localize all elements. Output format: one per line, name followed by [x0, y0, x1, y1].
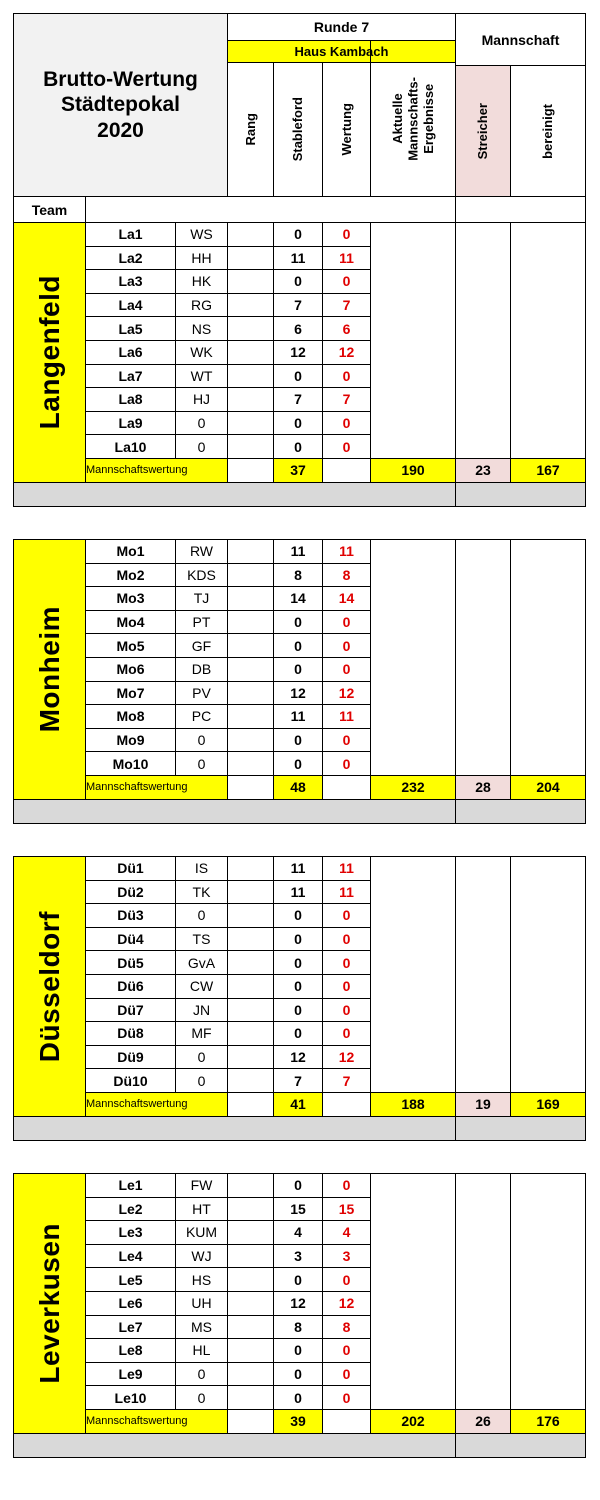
player-code: Dü9: [85, 1045, 176, 1070]
player-rang: [227, 1244, 274, 1269]
player-code: La1: [85, 222, 176, 247]
player-initials: 0: [175, 1385, 228, 1410]
player-initials: GvA: [175, 950, 228, 975]
player-initials: 0: [175, 1362, 228, 1387]
player-stableford: 0: [273, 434, 323, 459]
player-initials: HL: [175, 1338, 228, 1363]
player-initials: IS: [175, 856, 228, 881]
separator-left: [13, 482, 456, 507]
player-wertung: 12: [322, 340, 371, 365]
player-initials: WT: [175, 364, 228, 389]
player-code: Le8: [85, 1338, 176, 1363]
player-wertung: 0: [322, 364, 371, 389]
player-wertung: 3: [322, 1244, 371, 1269]
player-rang: [227, 728, 274, 753]
player-wertung: 8: [322, 563, 371, 588]
player-rang: [227, 751, 274, 776]
player-stableford: 0: [273, 1362, 323, 1387]
player-stableford: 0: [273, 998, 323, 1023]
player-wertung: 6: [322, 316, 371, 341]
separator-left: [13, 1433, 456, 1458]
summary-streicher: 26: [455, 1409, 511, 1434]
summary-wertung: [322, 775, 371, 800]
player-code: Mo2: [85, 563, 176, 588]
player-initials: HS: [175, 1267, 228, 1292]
player-rang: [227, 316, 274, 341]
summary-aktuelle: 190: [370, 458, 456, 483]
player-code: Mo4: [85, 610, 176, 635]
separator-right: [455, 1116, 586, 1141]
player-code: La7: [85, 364, 176, 389]
player-initials: KDS: [175, 563, 228, 588]
header-streicher-text: Streicher: [475, 102, 491, 160]
player-stableford: 12: [273, 681, 323, 706]
header-wertung: [322, 62, 371, 197]
player-code: La8: [85, 387, 176, 412]
player-stableford: 11: [273, 246, 323, 271]
summary-aktuelle: 188: [370, 1092, 456, 1117]
player-wertung: 15: [322, 1197, 371, 1222]
player-code: Dü10: [85, 1068, 176, 1093]
player-wertung: 0: [322, 998, 371, 1023]
summary-streicher: 28: [455, 775, 511, 800]
team-name-2: [13, 856, 86, 1117]
player-stableford: 0: [273, 269, 323, 294]
sheet-title-cell: [13, 13, 228, 197]
player-wertung: 14: [322, 586, 371, 611]
player-wertung: 0: [322, 657, 371, 682]
player-wertung: 0: [322, 950, 371, 975]
player-rang: [227, 434, 274, 459]
player-rang: [227, 903, 274, 928]
summary-rang: [227, 458, 274, 483]
player-initials: 0: [175, 1068, 228, 1093]
player-code: Dü8: [85, 1021, 176, 1046]
player-wertung: 0: [322, 903, 371, 928]
player-rang: [227, 411, 274, 436]
aktuelle-blank: [370, 222, 456, 459]
team-name-text: Monheim: [33, 606, 65, 733]
player-wertung: 0: [322, 927, 371, 952]
summary-rang: [227, 1092, 274, 1117]
separator-left: [13, 799, 456, 824]
player-rang: [227, 1045, 274, 1070]
player-initials: 0: [175, 411, 228, 436]
player-code: Le6: [85, 1291, 176, 1316]
player-rang: [227, 657, 274, 682]
player-stableford: 0: [273, 633, 323, 658]
player-wertung: 7: [322, 1068, 371, 1093]
player-rang: [227, 1173, 274, 1198]
player-stableford: 12: [273, 340, 323, 365]
player-stableford: 15: [273, 1197, 323, 1222]
player-rang: [227, 927, 274, 952]
player-rang: [227, 1220, 274, 1245]
player-stableford: 8: [273, 1315, 323, 1340]
player-rang: [227, 269, 274, 294]
header-rang: [227, 62, 274, 197]
player-stableford: 12: [273, 1045, 323, 1070]
player-rang: [227, 1291, 274, 1316]
player-rang: [227, 387, 274, 412]
player-rang: [227, 704, 274, 729]
player-stableford: 0: [273, 974, 323, 999]
player-stableford: 0: [273, 1267, 323, 1292]
player-code: La9: [85, 411, 176, 436]
mannschaftswertung-label: Mannschaftswertung: [85, 775, 228, 800]
player-rang: [227, 293, 274, 318]
streicher-blank: [455, 539, 511, 776]
bereinigt-blank: [510, 856, 586, 1093]
player-rang: [227, 681, 274, 706]
player-initials: TK: [175, 880, 228, 905]
player-wertung: 0: [322, 1173, 371, 1198]
player-code: La5: [85, 316, 176, 341]
player-code: Mo3: [85, 586, 176, 611]
player-wertung: 12: [322, 1291, 371, 1316]
player-code: Mo8: [85, 704, 176, 729]
player-rang: [227, 1338, 274, 1363]
player-wertung: 0: [322, 1362, 371, 1387]
player-rang: [227, 1068, 274, 1093]
player-initials: MF: [175, 1021, 228, 1046]
player-code: Le1: [85, 1173, 176, 1198]
player-wertung: 8: [322, 1315, 371, 1340]
player-initials: RW: [175, 539, 228, 564]
player-wertung: 12: [322, 681, 371, 706]
bereinigt-blank: [510, 539, 586, 776]
player-rang: [227, 950, 274, 975]
player-initials: CW: [175, 974, 228, 999]
player-initials: HK: [175, 269, 228, 294]
header-rang-text: Rang: [242, 113, 258, 146]
player-initials: WS: [175, 222, 228, 247]
player-stableford: 0: [273, 1338, 323, 1363]
player-rang: [227, 1362, 274, 1387]
player-wertung: 11: [322, 704, 371, 729]
player-stableford: 0: [273, 728, 323, 753]
player-initials: 0: [175, 751, 228, 776]
separator-right: [455, 799, 586, 824]
aktuelle-blank: [370, 856, 456, 1093]
mannschaftswertung-label: Mannschaftswertung: [85, 1092, 228, 1117]
player-wertung: 7: [322, 387, 371, 412]
player-stableford: 8: [273, 563, 323, 588]
player-code: Mo1: [85, 539, 176, 564]
header-mannschaft: Mannschaft: [455, 13, 586, 66]
player-initials: KUM: [175, 1220, 228, 1245]
player-stableford: 6: [273, 316, 323, 341]
player-stableford: 0: [273, 950, 323, 975]
summary-aktuelle: 232: [370, 775, 456, 800]
header-stableford: [273, 62, 323, 197]
summary-bereinigt: 204: [510, 775, 586, 800]
player-code: La4: [85, 293, 176, 318]
team-label-filler-right: [455, 196, 586, 223]
player-rang: [227, 1197, 274, 1222]
player-rang: [227, 539, 274, 564]
player-initials: UH: [175, 1291, 228, 1316]
player-stableford: 12: [273, 1291, 323, 1316]
player-rang: [227, 1385, 274, 1410]
summary-bereinigt: 167: [510, 458, 586, 483]
player-code: Dü2: [85, 880, 176, 905]
player-code: Le7: [85, 1315, 176, 1340]
player-wertung: 11: [322, 539, 371, 564]
player-stableford: 0: [273, 751, 323, 776]
player-wertung: 0: [322, 1021, 371, 1046]
aktuelle-blank: [370, 539, 456, 776]
mannschaftswertung-label: Mannschaftswertung: [85, 458, 228, 483]
summary-streicher: 23: [455, 458, 511, 483]
player-initials: TS: [175, 927, 228, 952]
player-code: Dü4: [85, 927, 176, 952]
player-initials: JN: [175, 998, 228, 1023]
summary-stableford-total: 48: [273, 775, 323, 800]
player-rang: [227, 610, 274, 635]
streicher-blank: [455, 222, 511, 459]
player-initials: PT: [175, 610, 228, 635]
player-initials: WK: [175, 340, 228, 365]
player-rang: [227, 563, 274, 588]
streicher-blank: [455, 856, 511, 1093]
player-initials: 0: [175, 728, 228, 753]
separator-right: [455, 1433, 586, 1458]
summary-wertung: [322, 1092, 371, 1117]
player-initials: MS: [175, 1315, 228, 1340]
player-code: La10: [85, 434, 176, 459]
team-name-text: Leverkusen: [33, 1222, 65, 1384]
player-rang: [227, 586, 274, 611]
team-name-3: [13, 1173, 86, 1434]
player-initials: NS: [175, 316, 228, 341]
player-wertung: 0: [322, 1338, 371, 1363]
team-label: Team: [13, 196, 86, 223]
player-code: Mo5: [85, 633, 176, 658]
player-code: Dü5: [85, 950, 176, 975]
player-stableford: 0: [273, 903, 323, 928]
player-wertung: 0: [322, 269, 371, 294]
player-stableford: 11: [273, 856, 323, 881]
team-name-0: [13, 222, 86, 483]
player-initials: FW: [175, 1173, 228, 1198]
player-wertung: 0: [322, 610, 371, 635]
player-stableford: 3: [273, 1244, 323, 1269]
player-rang: [227, 246, 274, 271]
player-code: Le3: [85, 1220, 176, 1245]
player-code: Mo10: [85, 751, 176, 776]
player-rang: [227, 340, 274, 365]
player-rang: [227, 222, 274, 247]
player-initials: 0: [175, 434, 228, 459]
summary-stableford-total: 39: [273, 1409, 323, 1434]
player-stableford: 4: [273, 1220, 323, 1245]
player-rang: [227, 364, 274, 389]
player-wertung: 0: [322, 411, 371, 436]
player-stableford: 0: [273, 364, 323, 389]
player-wertung: 12: [322, 1045, 371, 1070]
player-rang: [227, 974, 274, 999]
header-stableford-text: Stableford: [290, 97, 306, 162]
summary-wertung: [322, 1409, 371, 1434]
player-stableford: 0: [273, 411, 323, 436]
player-code: Mo7: [85, 681, 176, 706]
player-code: Le5: [85, 1267, 176, 1292]
team-name-text: Düsseldorf: [33, 910, 65, 1062]
player-initials: DB: [175, 657, 228, 682]
player-code: Le9: [85, 1362, 176, 1387]
player-wertung: 0: [322, 728, 371, 753]
player-code: La2: [85, 246, 176, 271]
player-initials: HJ: [175, 387, 228, 412]
bereinigt-blank: [510, 1173, 586, 1410]
player-stableford: 7: [273, 293, 323, 318]
player-rang: [227, 880, 274, 905]
player-code: La3: [85, 269, 176, 294]
bereinigt-blank: [510, 222, 586, 459]
player-stableford: 11: [273, 704, 323, 729]
player-stableford: 14: [273, 586, 323, 611]
player-rang: [227, 856, 274, 881]
header-bereinigt: [510, 65, 586, 197]
aktuelle-blank: [370, 1173, 456, 1410]
summary-streicher: 19: [455, 1092, 511, 1117]
player-rang: [227, 1315, 274, 1340]
player-rang: [227, 1267, 274, 1292]
player-initials: PC: [175, 704, 228, 729]
header-wertung-text: Wertung: [338, 103, 354, 156]
player-wertung: 0: [322, 1385, 371, 1410]
player-stableford: 0: [273, 610, 323, 635]
separator-right: [455, 482, 586, 507]
sheet-title: Brutto-Wertung Städtepokal 2020: [43, 68, 198, 142]
summary-aktuelle: 202: [370, 1409, 456, 1434]
player-stableford: 0: [273, 927, 323, 952]
player-initials: TJ: [175, 586, 228, 611]
player-initials: PV: [175, 681, 228, 706]
player-wertung: 0: [322, 751, 371, 776]
player-stableford: 0: [273, 1385, 323, 1410]
player-wertung: 0: [322, 222, 371, 247]
player-rang: [227, 998, 274, 1023]
player-wertung: 11: [322, 856, 371, 881]
team-name-text: Langenfeld: [33, 275, 65, 430]
player-code: Le4: [85, 1244, 176, 1269]
player-wertung: 0: [322, 633, 371, 658]
header-aktuelle: [370, 40, 456, 197]
player-code: Le2: [85, 1197, 176, 1222]
player-wertung: 0: [322, 434, 371, 459]
summary-stableford-total: 41: [273, 1092, 323, 1117]
player-wertung: 11: [322, 880, 371, 905]
player-wertung: 7: [322, 293, 371, 318]
summary-bereinigt: 169: [510, 1092, 586, 1117]
player-stableford: 0: [273, 222, 323, 247]
summary-bereinigt: 176: [510, 1409, 586, 1434]
player-code: Dü1: [85, 856, 176, 881]
player-code: Le10: [85, 1385, 176, 1410]
summary-rang: [227, 775, 274, 800]
separator-left: [13, 1116, 456, 1141]
player-initials: HH: [175, 246, 228, 271]
player-initials: GF: [175, 633, 228, 658]
player-wertung: 0: [322, 1267, 371, 1292]
player-stableford: 0: [273, 1021, 323, 1046]
player-stableford: 11: [273, 539, 323, 564]
player-code: Dü6: [85, 974, 176, 999]
player-rang: [227, 633, 274, 658]
player-wertung: 0: [322, 974, 371, 999]
player-initials: HT: [175, 1197, 228, 1222]
player-code: Dü7: [85, 998, 176, 1023]
team-name-1: [13, 539, 86, 800]
venue-label: Haus Kambach: [227, 40, 456, 63]
player-initials: RG: [175, 293, 228, 318]
round-label: Runde 7: [227, 13, 456, 41]
player-rang: [227, 1021, 274, 1046]
mannschaftswertung-label: Mannschaftswertung: [85, 1409, 228, 1434]
header-bereinigt-text: bereinigt: [540, 103, 556, 159]
player-stableford: 7: [273, 1068, 323, 1093]
player-code: Mo9: [85, 728, 176, 753]
player-code: La6: [85, 340, 176, 365]
summary-rang: [227, 1409, 274, 1434]
player-code: Dü3: [85, 903, 176, 928]
player-stableford: 0: [273, 657, 323, 682]
player-initials: WJ: [175, 1244, 228, 1269]
player-wertung: 4: [322, 1220, 371, 1245]
header-aktuelle-text: Aktuelle Mannschafts- Ergebnisse: [389, 76, 436, 161]
team-label-filler: [85, 196, 456, 223]
player-code: Mo6: [85, 657, 176, 682]
summary-stableford-total: 37: [273, 458, 323, 483]
player-stableford: 0: [273, 1173, 323, 1198]
header-streicher: [455, 65, 511, 197]
streicher-blank: [455, 1173, 511, 1410]
player-initials: 0: [175, 1045, 228, 1070]
player-stableford: 7: [273, 387, 323, 412]
player-stableford: 11: [273, 880, 323, 905]
player-initials: 0: [175, 903, 228, 928]
summary-wertung: [322, 458, 371, 483]
player-wertung: 11: [322, 246, 371, 271]
